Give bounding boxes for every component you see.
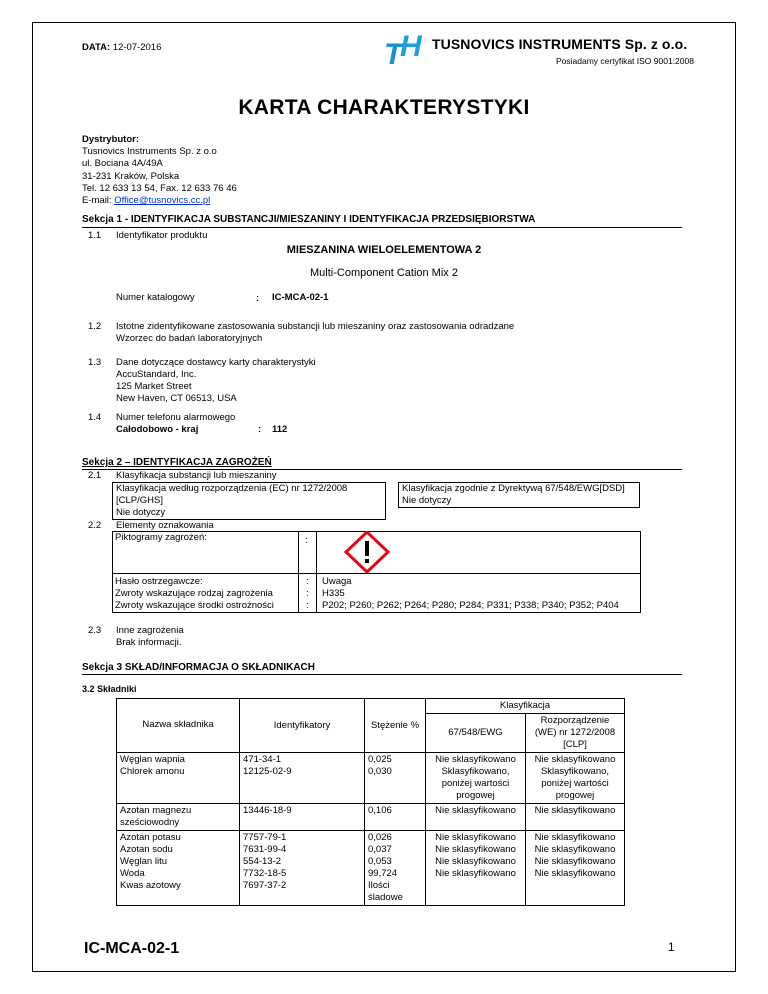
s13-text: Dane dotyczące dostawcy karty charakterystyki AccuStandard, Inc. 125 Market Street New Haven, CT 06513, USA [116, 357, 316, 404]
catalog-number: IC-MCA-02-1 [272, 292, 329, 303]
col-header-name: Nazwa składnika [117, 699, 240, 753]
s13-number: 1.3 [88, 357, 102, 368]
s12-number: 1.2 [88, 321, 102, 332]
component-name: Azotan potasu Azotan sodu Węglan litu Woda Kwas azotowy [117, 831, 240, 906]
hazard-statements-label: Zwroty wskazujące rodzaj zagrożenia [115, 588, 273, 599]
distributor-line: Tusnovics Instruments Sp. z o.o [82, 146, 217, 158]
s23-value: Brak informacji. [116, 637, 182, 648]
col-header-clp: Rozporządzenie (WE) nr 1272/2008 [CLP] [526, 714, 625, 753]
labeling-divider [316, 531, 317, 613]
product-name-en: Multi-Component Cation Mix 2 [310, 267, 458, 279]
precaution-separator: : [306, 600, 309, 611]
precaution-statements: P202; P260; P262; P264; P280; P284; P331; P338; P340; P352; P404 [322, 600, 619, 611]
labeling-row-rule [112, 573, 641, 574]
col-header-ewg: 67/548/EWG [426, 714, 526, 753]
s23-label: Inne zagrożenia [116, 625, 184, 636]
s21-number: 2.1 [88, 470, 102, 481]
catalog-separator: : [256, 293, 260, 304]
section2-heading: Sekcja 2 – IDENTYFIKACJA ZAGROŻEŃ [82, 457, 272, 468]
component-conc: 0,106 [365, 804, 426, 831]
document-title: KARTA CHARAKTERYSTYKI [238, 96, 530, 119]
distributor-line: Tel. 12 633 13 54, Fax. 12 633 76 46 [82, 182, 237, 194]
catalog-label: Numer katalogowy [116, 292, 195, 303]
email-link[interactable]: Office@tusnovics.cc.pl [114, 195, 211, 207]
page-number: 1 [668, 940, 675, 954]
signal-word: Uwaga [322, 576, 352, 587]
section1-heading: Sekcja 1 - IDENTYFIKACJA SUBSTANCJI/MIESZANINY I IDENTYFIKACJA PRZEDSIĘBIORSTWA [82, 214, 536, 225]
component-ids: 13446-18-9 [240, 804, 365, 831]
s22-label: Elementy oznakowania [116, 520, 214, 531]
component-conc: 0,025 0,030 [365, 753, 426, 804]
component-ewg: Nie sklasyfikowano Nie sklasyfikowano Nie sklasyfikowano Nie sklasyfikowano [426, 831, 526, 906]
s14-separator: : [258, 424, 262, 435]
s14-label: Numer telefonu alarmowego [116, 412, 236, 423]
document-date: DATA: 12-07-2016 [82, 42, 162, 53]
svg-text:H: H [400, 30, 422, 63]
col-header-classification: Klasyfikacja [426, 699, 625, 714]
component-ids: 471-34-1 12125-02-9 [240, 753, 365, 804]
components-subheading: 3.2 Składniki [82, 684, 137, 694]
s11-label: Identyfikator produktu [116, 230, 208, 241]
s23-number: 2.3 [88, 625, 102, 636]
s14-number: 1.4 [88, 412, 102, 423]
table-row [117, 804, 625, 831]
component-clp: Nie sklasyfikowano Sklasyfikowano, poniżej wartości progowej [526, 753, 625, 804]
product-name-pl: MIESZANINA WIELOELEMENTOWA 2 [286, 244, 482, 256]
labeling-divider [298, 531, 299, 613]
signal-separator: : [306, 576, 309, 587]
table-row [117, 753, 625, 804]
component-clp: Nie sklasyfikowano Nie sklasyfikowano Nie sklasyfikowano Nie sklasyfikowano [526, 831, 625, 906]
signal-label: Hasło ostrzegawcze: [115, 576, 203, 587]
components-table [116, 698, 625, 906]
certificate-note: Posiadamy certyfikat ISO 9001:2008 [556, 56, 694, 66]
col-header-ids: Identyfikatory [240, 699, 365, 753]
pictogram-label: Piktogramy zagrożeń: [115, 532, 207, 543]
hazard-statements: H335 [322, 588, 345, 599]
dsd-classification-box [398, 482, 640, 508]
precaution-statements-label: Zwroty wskazujące środki ostrożności [115, 600, 274, 611]
component-ids: 7757-79-1 7631-99-4 554-13-2 7732-18-5 7697-37-2 [240, 831, 365, 906]
clp-value: Nie dotyczy [113, 507, 386, 520]
s21-label: Klasyfikacja substancji lub mieszaniny [116, 470, 277, 481]
svg-text:T: T [384, 38, 403, 70]
s22-number: 2.2 [88, 520, 102, 531]
emergency-number: 112 [272, 424, 288, 435]
exclamation-pictogram-icon [338, 531, 396, 573]
component-ewg: Nie sklasyfikowano Sklasyfikowano, poniżej wartości progowej [426, 753, 526, 804]
component-ewg: Nie sklasyfikowano [426, 804, 526, 831]
component-conc: 0,026 0,037 0,053 99,724 Ilości śladowe [365, 831, 426, 906]
component-clp: Nie sklasyfikowano [526, 804, 625, 831]
dsd-label: Klasyfikacja zgodnie z Dyrektywą 67/548/EWG[DSD] [399, 483, 640, 496]
distributor-email-row: E-mail: Office@tusnovics.cc.pl [82, 195, 211, 207]
hazard-separator: : [306, 588, 309, 599]
distributor-block [82, 134, 237, 207]
company-name: TUSNOVICS INSTRUMENTS Sp. z o.o. [432, 36, 688, 52]
col-header-conc: Stężenie % [365, 699, 426, 753]
s12-text: Istotne zidentyfikowane zastosowania substancji lub mieszaniny oraz zastosowania odradzane Wzorzec do badań laboratoryjnych [116, 321, 515, 344]
section3-heading: Sekcja 3 SKŁAD/INFORMACJA O SKŁADNIKACH [82, 662, 315, 673]
pictogram-separator: : [305, 535, 308, 546]
s14-sub: Całodobowo - kraj [116, 424, 199, 435]
clp-classification-box [112, 482, 386, 520]
distributor-line: 31-231 Kraków, Polska [82, 170, 180, 182]
table-row [117, 831, 625, 906]
distributor-line: ul. Bociana 4A/49A [82, 158, 163, 170]
component-name: Azotan magnezu sześciowodny [117, 804, 240, 831]
section1-rule [82, 227, 682, 228]
distributor-label: Dystrybutor: [82, 134, 140, 145]
dsd-value: Nie dotyczy [399, 495, 640, 508]
section3-rule [82, 674, 682, 675]
s11-number: 1.1 [88, 230, 102, 241]
company-logo-icon [384, 30, 432, 70]
footer-product-code: IC-MCA-02-1 [84, 940, 180, 957]
component-name: Węglan wapnia Chlorek amonu [117, 753, 240, 804]
clp-label: Klasyfikacja według rozporządzenia (EC) nr 1272/2008 [CLP/GHS] [113, 483, 386, 508]
